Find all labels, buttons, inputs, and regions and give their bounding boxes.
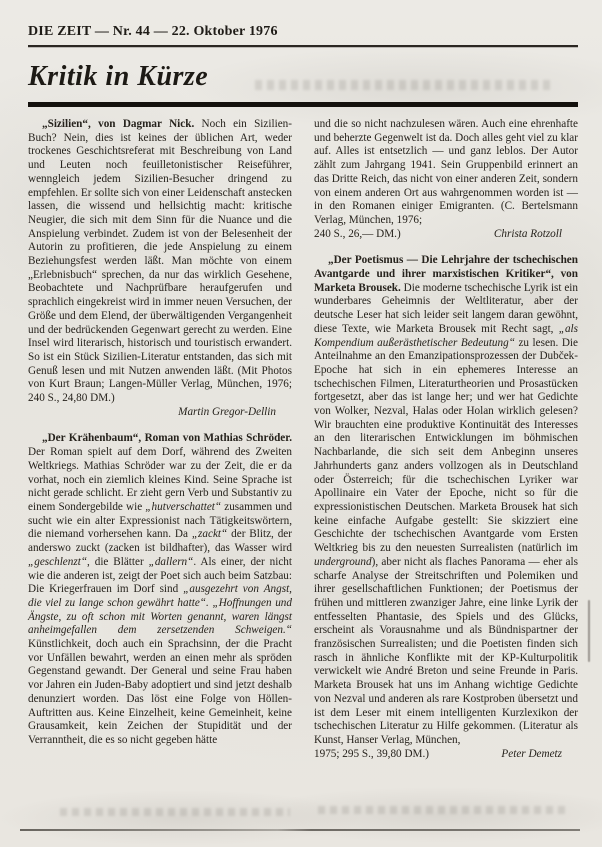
reviewer-name: Martin Gregor-Dellin [178,405,276,418]
review-paragraph [28,432,292,747]
review-signature-line [314,228,578,242]
review-title-text: „Der Krähenbaum“, Roman von Mathias Schröder. [42,432,292,445]
scan-streak-artifact [588,600,590,662]
ink-bleed-artifact [60,808,290,816]
review-body-text: „zackt“ [191,528,228,541]
review-body-text: „ausgezehrt von Angst, die viel zu lange schon gewährt hatte“. „Hoffnungen und Ängste, zu oft schon mit Worten genannt, waren längst anheimgefallen dem zersetzenden Schweigen.“ [28,583,292,637]
ink-bleed-artifact [318,806,568,814]
review-signature-line [28,406,292,420]
review-body-text: Künstlichkeit, doch auch ein Sprachsinn, der die Pracht vor Unfällen bewahrt, werden an einen mehr als spröden Gegenstand gewandt. Der General und seine Frau haben vor Jahren ein Juden-Baby adoptiert und sind jetzt deshalb denunziert worden. Das löst eine Folge von Höllen-Auftritten aus. Keine Einzelheit, keine Gemeinheit, keine Grausamkeit, kein Zeichen der Stupidität und der Verranntheit, die es so nicht gegeben hätte [28,638,292,746]
review-paragraph [28,118,292,406]
article-columns [28,118,578,774]
review-closing-text: 240 S., 26,— DM.) [314,227,401,240]
review-body-text: „hutverschattet“ [145,500,222,513]
review-body-text: ), aber nicht als flaches Panorama — eher als scharfe Analyse der Streitschriften und Polemiken und ihrer gesellschaftlichen Funktionen; der Poetismus der frühen und mittleren zwanziger Jahre, eine linke Lyrik der entfesselten Phantasie, des Spiels und des Glücks, erscheint als Vorausnahme und als Bündnispartner der französischen Surrealisten; und die Poetisten finden sich rasch in ähnliche Konflikte mit der KP-Kulturpolitik verwickelt wie André Breton und seine Freunde in Paris. Marketa Brousek hat uns im Anhang wichtige Gedichte von Nezval und anderen als rare Kostproben übersetzt und ist dem Leser mit einem intelligenten Kurzlexikon der tschechischen Literatur zu Hilfe gekommen. (Literatur als Kunst, Hanser Verlag, München, [314,555,578,746]
review-body-text: Die moderne tschechische Lyrik ist ein wunderbares Geheimnis der Weltliteratur, aber der deutsche Leser hat sich leider seit langem daran gewöhnt, diese Texte, wie Marketa Brousek mit Recht sagt, [314,281,578,335]
review-body-text: und die so nicht nachzulesen wären. Auch eine ehrenhafte und beherzte Gegenwelt ist da. Doch alles geht viel zu klar auf. Alles ist entsetzlich — und ganz leblos. Der Autor zählt zum Jahrgang 1941. Sein Gruppenbild erinnert an das Dritte Reich, das nicht von einer anderen Zeit, sondern von einem anderen Ort aus wahrgenommen worden ist — in den Romanen einiger Emigranten. (C. Bertelsmann Verlag, München, 1976; [314,118,578,226]
review-closing-text: 1975; 295 S., 39,80 DM.) [314,747,429,760]
review-body-text: der Blitz, der anderswo zuckt (zacken ist bildhafter), das Wasser wird [28,528,293,555]
masthead-rule [28,45,578,47]
column-right [314,118,578,774]
review-body-text: Noch ein Sizilien-Buch? Nein, dies ist keines der üblichen Art, weder trockenes Geschichtsreferat mit Beschreibung von Land und Leuten noch feuilletonistischer Reiseführer, wenngleich jedem Sizilien-Besucher dringend zu empfehlen. Er sollte sich von einer Leidenschaft anstecken lassen, die wissend und hellsichtig macht: kritische Neugier, die sich mit dem Sinn für die Nuance und die Anspielung verbindet. Zudem ist von der Belesenheit der Autorin zu profitieren, die jede Anspielung zu einem Beziehungsfest werden läßt. Man möchte von einem „Erlebnisbuch“ sprechen, da nur das wirklich Gesehene, Beobachtete und Nachprüfbare heraufgerufen und sprachlich eingekreist wird in immer neuen Versuchen, der Größe und dem Elend, der überwältigenden Vergangenheit und der bedrückenden Gegenwart gerecht zu werden. Eine Insel wird literarisch, historisch und touristisch erwandert. So ist ein Stück Sizilien-Literatur entstanden, das sich mit Genuß lesen und mit Nutzen anwenden läßt. (Mit Photos von Kurt Braun; Langen-Müller Verlag, München, 1976; 240 S., 24,80 DM.) [28,118,292,405]
review-body-text: underground [314,555,372,568]
section-title-rule [28,102,578,107]
review-paragraph [314,118,578,228]
bottom-separator-rule [20,829,580,831]
review-body-text: . Als einer, der nicht wie die anderen ist, zeigt der Poet sich auch beim Satzbau: Die Kriegerfrauen im Dorf sind [28,555,292,596]
ink-bleed-artifact [255,80,555,90]
review-title-text: „Sizilien“, von Dagmar Nick. [42,118,195,130]
review-signature-line [314,748,578,762]
review-body-text: Der Roman spielt auf dem Dorf, während des Zweiten Weltkriegs. Mathias Schröder war zu der Zeit, die er da vorhat, noch ein ziemlich kleines Kind. Seine Sprache ist nicht gerade schlicht. Er zieht gern Verb und Substantiv zu einem Sondergebilde wie [28,446,292,513]
section-title: Kritik in Kürze [28,61,209,92]
reviewer-name: Christa Rotzoll [493,227,562,240]
masthead: DIE ZEIT — Nr. 44 — 22. Oktober 1976 [28,24,278,39]
review-body-text: „geschlenzt“ [28,555,88,568]
review-paragraph [314,254,578,747]
page-header [28,24,578,107]
review-body-text: „dallern“ [148,555,194,568]
review-body-text: zu lesen. Die Anteilnahme an den Emanzipationsprozessen der Dubček-Epoche hat sich in ein ephemeres Interesse an tschechischen Filmen, Literaturtheorien und Prosastücken fortgesetzt, aber das ist lange her; und wer hat Gedichte von Wolker, Nezval, Halas oder Holan wirklich gelesen? Wir brauchten eine produktive Kontinuität des Interesses an den literarischen Entwicklungen im böhmischen Nachbarlande, die sich seit dem Anbeginn unseres Jahrhunderts ganz anders vollzogen als in Deutschland oder Österreich; für die tschechischen Lyriker war Apollinaire ein Vater der Epoche, nicht so für die expressionistischen Deutschen. Marketa Brousek hat sich keine einfache Aufgabe gestellt: Sie skizziert eine Geschichte der tschechischen Avantgarde vom Ersten Weltkrieg bis zu den neuesten Surrealisten (natürlich im [314,336,578,555]
review-title-text: „Der Poetismus — Die Lehrjahre der tschechischen Avantgarde und ihrer marxistischen Kritiker“, von Marketa Brousek. [314,254,578,294]
column-left [28,118,292,774]
review-body-text: „als Kompendium außerästhetischer Bedeutung“ [314,322,578,349]
review-body-text: zusammen und sucht wie ein alter Expressionist nach Tätigkeitswörtern, die niemand vorhersehen kann. Da [28,500,292,541]
reviewer-name: Peter Demetz [501,747,562,760]
review-body-text: , die Blätter [87,555,149,568]
